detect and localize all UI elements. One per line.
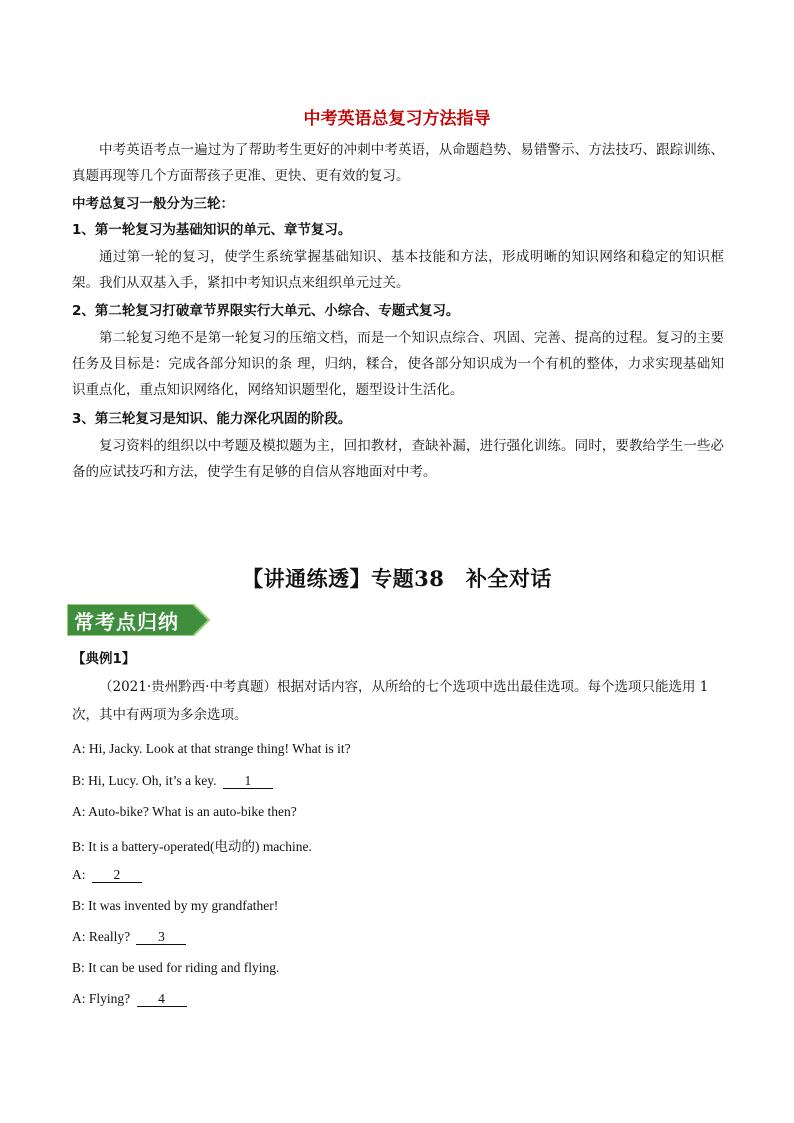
dialogue-text: B: It was invented by my grandfather! <box>72 898 279 913</box>
answer-blank-3[interactable]: 3 <box>136 929 186 945</box>
answer-blank-1[interactable]: 1 <box>223 773 273 789</box>
round2-heading: 2、第二轮复习打破章节界限实行大单元、小综合、专题式复习。 <box>72 303 460 319</box>
round2-paragraph: 第二轮复习绝不是第一轮复习的压缩文档，而是一个知识点综合、巩固、完善、提高的过程。复习的主要任务及目标是：完成各部分知识的条 理，归纳，糅合，使各部分知识成为一个有机的整体，力求实现基础知识重点化，重点知识网络化，网络知识题型化，题型设计生活化。 <box>72 330 724 398</box>
dialogue-line <box>72 773 273 789</box>
round1-heading: 1、第一轮复习为基础知识的单元、章节复习。 <box>72 222 352 238</box>
dialogue-line <box>72 804 297 820</box>
section-banner <box>67 604 211 636</box>
dialogue-text: B: Hi, Lucy. Oh, it’s a key. <box>72 773 217 788</box>
dialogue-text: A: Flying? <box>72 991 131 1006</box>
round1-paragraph: 通过第一轮的复习，使学生系统掌握基础知识、基本技能和方法，形成明晰的知识网络和稳定的知识框架。我们从双基入手，紧扣中考知识点来组织单元过关。 <box>72 249 724 291</box>
round3-heading: 3、第三轮复习是知识、能力深化巩固的阶段。 <box>72 411 352 427</box>
round3-paragraph: 复习资料的组织以中考题及模拟题为主，回扣教材，查缺补漏，进行强化训练。同时，要教给学生一些必备的应试技巧和方法，使学生有足够的自信从容地面对中考。 <box>72 438 724 480</box>
dialogue-text: A: Hi, Jacky. Look at that strange thing! What is it? <box>72 741 351 756</box>
banner-label: 常考点归纳 <box>74 610 179 634</box>
dialogue-line <box>72 867 142 883</box>
dialogue-text: B: It can be used for riding and flying. <box>72 960 280 975</box>
overview-heading: 中考总复习一般分为三轮： <box>72 196 234 212</box>
dialogue-text: B: It is a battery-operated(电动的) machine. <box>72 839 312 854</box>
section-title: 【讲通练透】专题38 补全对话 <box>242 566 552 591</box>
guide-title: 中考英语总复习方法指导 <box>303 109 491 129</box>
dialogue-line <box>72 835 312 855</box>
dialogue-text: A: Auto-bike? What is an auto-bike then? <box>72 804 297 819</box>
dialogue-line <box>72 741 351 757</box>
answer-blank-4[interactable]: 4 <box>137 991 187 1007</box>
dialogue-line <box>72 898 278 914</box>
dialogue-line <box>72 960 279 976</box>
guide-intro-paragraph: 中考英语考点一遍过为了帮助考生更好的冲刺中考英语，从命题趋势、易错警示、方法技巧、跟踪训练、真题再现等几个方面帮孩子更准、更快、更有效的复习。 <box>72 142 724 184</box>
example-label: 【典例1】 <box>72 651 136 667</box>
dialogue-line <box>72 929 186 945</box>
dialogue-line <box>72 991 187 1007</box>
dialogue-text: A: <box>72 867 86 882</box>
answer-blank-2[interactable]: 2 <box>92 867 142 883</box>
dialogue-text: A: Really? <box>72 929 131 944</box>
exercise-instructions: （2021·贵州黔西·中考真题）根据对话内容，从所给的七个选项中选出最佳选项。每个选项只能选用 1 次，其中有两项为多余选项。 <box>72 679 709 723</box>
